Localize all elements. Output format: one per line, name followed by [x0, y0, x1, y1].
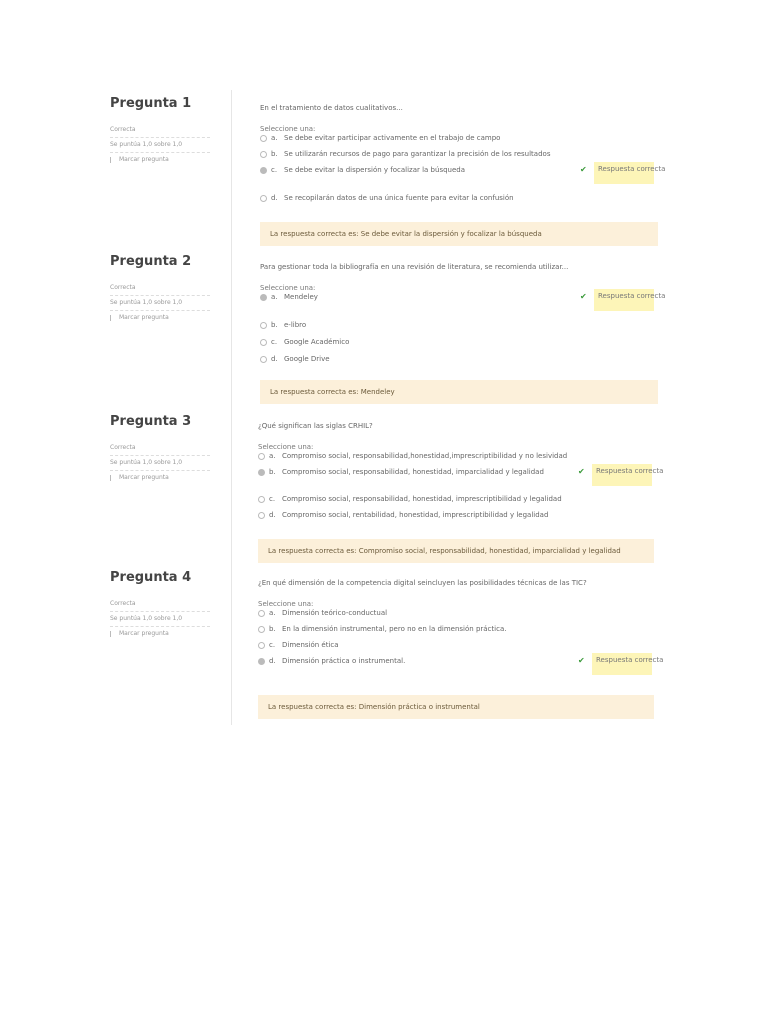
flag-question-link[interactable] — [110, 311, 210, 325]
radio-button[interactable] — [260, 135, 267, 142]
select-label: Seleccione una: — [260, 284, 316, 292]
option-text: Se utilizarán recursos de pago para garantizar la precisión de los resultados — [284, 150, 551, 158]
option-letter: a. — [269, 452, 276, 460]
question-text: Para gestionar toda la bibliografía en una revisión de literatura, se recomienda utilizar... — [260, 263, 569, 271]
option-text: Compromiso social, responsabilidad,honestidad,imprescriptibilidad y no lesividad — [282, 452, 568, 460]
option-text: Compromiso social, rentabilidad, honestidad, imprescriptibilidad y legalidad — [282, 511, 549, 519]
answer-option[interactable] — [258, 511, 656, 527]
option-text: Compromiso social, responsabilidad, honestidad, imparcialidad y legalidad — [282, 468, 544, 476]
divider-line — [231, 90, 232, 725]
flag-icon — [110, 315, 115, 321]
select-label: Seleccione una: — [260, 125, 316, 133]
option-text: Se debe evitar participar activamente en el trabajo de campo — [284, 134, 501, 142]
feedback-box: La respuesta correcta es: Mendeley — [260, 380, 658, 404]
question-text: En el tratamiento de datos cualitativos... — [260, 104, 403, 112]
option-letter: a. — [271, 134, 278, 142]
check-icon: ✔ — [578, 467, 585, 476]
feedback-box: La respuesta correcta es: Compromiso social, responsabilidad, honestidad, imparcialidad y legalidad — [258, 539, 654, 563]
option-letter: b. — [269, 625, 276, 633]
radio-button[interactable] — [258, 626, 265, 633]
question-content — [258, 579, 664, 685]
option-text: Google Drive — [284, 355, 330, 363]
question-title: Pregunta 3 — [110, 414, 192, 429]
answer-option[interactable] — [260, 321, 658, 338]
option-letter: b. — [271, 150, 278, 158]
option-text: Google Académico — [284, 338, 350, 346]
question-title: Pregunta 4 — [110, 570, 192, 585]
radio-button[interactable] — [260, 151, 267, 158]
flag-question-link[interactable] — [110, 471, 210, 485]
option-letter: d. — [269, 511, 276, 519]
answer-option-selected[interactable] — [258, 656, 664, 685]
check-icon: ✔ — [580, 292, 587, 301]
flag-question-label: Marcar pregunta — [119, 474, 169, 481]
score-text: Se puntúa 1,0 sobre 1,0 — [110, 138, 210, 153]
flag-question-label: Marcar pregunta — [119, 314, 169, 321]
option-letter: c. — [271, 338, 278, 346]
question-text: ¿Qué significan las siglas CRHIL? — [258, 422, 373, 430]
select-label: Seleccione una: — [258, 600, 314, 608]
option-letter: c. — [269, 641, 276, 649]
radio-button[interactable] — [260, 339, 267, 346]
answer-option[interactable] — [260, 338, 658, 355]
flag-question-link[interactable] — [110, 153, 210, 167]
question-content — [260, 263, 666, 372]
option-letter: b. — [269, 468, 276, 476]
check-icon: ✔ — [580, 165, 587, 174]
question-content — [258, 422, 664, 527]
radio-button[interactable] — [258, 610, 265, 617]
question-info — [110, 570, 210, 641]
option-letter: a. — [269, 609, 276, 617]
answer-option[interactable] — [258, 609, 656, 625]
option-text: e-libro — [284, 321, 307, 329]
option-text: Mendeley — [284, 293, 318, 301]
answer-option-selected[interactable] — [258, 467, 664, 495]
question-title: Pregunta 1 — [110, 96, 192, 111]
status-text: Correcta — [110, 597, 210, 612]
option-text: Dimensión práctica o instrumental. — [282, 657, 406, 665]
correct-answer-badge: Respuesta correcta — [592, 464, 652, 486]
answer-option-selected[interactable] — [260, 165, 666, 194]
option-letter: c. — [271, 166, 278, 174]
flag-question-label: Marcar pregunta — [119, 630, 169, 637]
answer-option[interactable] — [258, 625, 656, 641]
feedback-box: La respuesta correcta es: Se debe evitar la dispersión y focalizar la búsqueda — [260, 222, 658, 246]
option-text: Dimensión teórico-conductual — [282, 609, 388, 617]
radio-button[interactable] — [260, 322, 267, 329]
question-content — [260, 104, 666, 210]
status-text: Correcta — [110, 441, 210, 456]
flag-icon — [110, 631, 115, 637]
answer-option[interactable] — [258, 495, 656, 511]
question-info — [110, 414, 210, 485]
feedback-box: La respuesta correcta es: Dimensión práctica o instrumental — [258, 695, 654, 719]
option-text: Compromiso social, responsabilidad, honestidad, imprescriptibilidad y legalidad — [282, 495, 562, 503]
option-text: Se debe evitar la dispersión y focalizar la búsqueda — [284, 166, 466, 174]
option-text: En la dimensión instrumental, pero no en la dimensión práctica. — [282, 625, 507, 633]
correct-answer-badge: Respuesta correcta — [592, 653, 652, 675]
check-icon: ✔ — [578, 656, 585, 665]
question-info — [110, 96, 210, 167]
radio-button-selected[interactable] — [258, 658, 265, 665]
score-text: Se puntúa 1,0 sobre 1,0 — [110, 296, 210, 311]
answer-option[interactable] — [260, 134, 658, 150]
option-letter: a. — [271, 293, 278, 301]
question-info — [110, 254, 210, 325]
option-text: Dimensión ética — [282, 641, 339, 649]
score-text: Se puntúa 1,0 sobre 1,0 — [110, 612, 210, 627]
radio-button[interactable] — [258, 642, 265, 649]
status-text: Correcta — [110, 281, 210, 296]
answer-option[interactable] — [260, 355, 658, 372]
radio-button[interactable] — [258, 453, 265, 460]
radio-button[interactable] — [258, 496, 265, 503]
option-letter: d. — [271, 355, 278, 363]
radio-button-selected[interactable] — [258, 469, 265, 476]
radio-button[interactable] — [260, 356, 267, 363]
radio-button[interactable] — [258, 512, 265, 519]
option-letter: c. — [269, 495, 276, 503]
score-text: Se puntúa 1,0 sobre 1,0 — [110, 456, 210, 471]
option-letter: d. — [271, 194, 278, 202]
question-title: Pregunta 2 — [110, 254, 192, 269]
radio-button-selected[interactable] — [260, 167, 267, 174]
answer-option-selected[interactable] — [260, 292, 666, 321]
flag-icon — [110, 157, 115, 163]
option-letter: d. — [269, 657, 276, 665]
status-text: Correcta — [110, 123, 210, 138]
question-text: ¿En qué dimensión de la competencia digital seincluyen las posibilidades técnicas de las TIC? — [258, 579, 587, 587]
correct-answer-badge: Respuesta correcta — [594, 289, 654, 311]
flag-question-link[interactable] — [110, 627, 210, 641]
radio-button-selected[interactable] — [260, 294, 267, 301]
option-text: Se recopilarán datos de una única fuente para evitar la confusión — [284, 194, 514, 202]
correct-answer-badge: Respuesta correcta — [594, 162, 654, 184]
select-label: Seleccione una: — [258, 443, 314, 451]
flag-icon — [110, 475, 115, 481]
radio-button[interactable] — [260, 195, 267, 202]
flag-question-label: Marcar pregunta — [119, 156, 169, 163]
option-letter: b. — [271, 321, 278, 329]
answer-option[interactable] — [260, 194, 658, 210]
